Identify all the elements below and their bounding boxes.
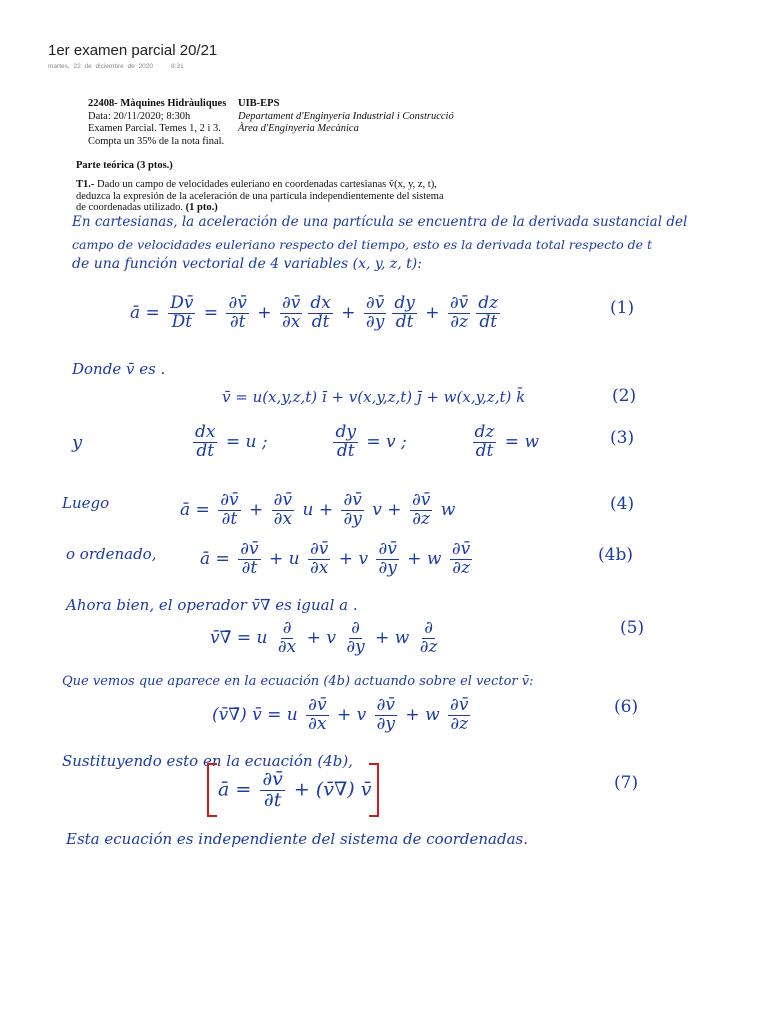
eq4b-number: (4b): [598, 545, 633, 565]
question-points: (1 pto.): [185, 202, 218, 213]
exam-weight: Compta un 35% de la nota final.: [88, 135, 225, 147]
exam-date: Data: 20/11/2020; 8:30h: [88, 110, 191, 122]
note-meta: [48, 63, 184, 70]
equation-4: ā = $\frac{\partial v̄}{\partial t}$ + $\frac{\partial v̄}{\partial x}$ u + $\frac{\partial v̄}{\partial y}$ v + $\frac{\partial v̄}{\partial z}$ w: [180, 490, 456, 529]
eq3-number: (3): [610, 428, 635, 448]
eq1-number: (1): [610, 298, 635, 318]
eq4-number: (4): [610, 494, 635, 514]
hw-y: y: [72, 432, 83, 453]
hw-ahora: Ahora bien, el operador v̄∇̄ es igual a .: [66, 596, 358, 614]
department: Departament d'Enginyeria Industrial i Construcció: [238, 110, 454, 122]
equation-5: v̄∇̄ = u $\frac{\partial}{\partial x}$ + v $\frac{\partial}{\partial y}$ + w $\frac{\partial}{\partial z}$: [210, 618, 438, 657]
exam-header-right: [238, 98, 454, 136]
eq6-number: (6): [614, 697, 639, 717]
hw-line-3: de una función vectorial de 4 variables (x, y, z, t):: [72, 256, 422, 272]
school-name: UIB-EPS: [238, 98, 280, 109]
eq7-number: (7): [614, 773, 639, 793]
equation-2: v̄ = u(x,y,z,t) ī + v(x,y,z,t) j̄ + w(x,y,z,t) k̄: [222, 388, 526, 406]
hw-que-vemos: Que vemos que aparece en la ecuación (4b) actuando sobre el vector v̄:: [62, 674, 534, 689]
section-title: Parte teórica (3 ptos.): [76, 160, 173, 171]
hw-esta-ecuacion: Esta ecuación es independiente del sistema de coordenadas.: [66, 830, 529, 848]
equation-1: ā = $\frac{Dv̄}{Dt}$ = $\frac{\partial v̄}{\partial t}$ + $\frac{\partial v̄}{\partial x}$ $\frac{dx}{dt}$ + $\frac{\partial v̄}{\partial y}$ $\frac{dy}{dt}$ + $\frac{\partial v̄}{\partial z}$ $\frac{dz}{dt}$: [130, 293, 499, 332]
equation-4b: ā = $\frac{\partial v̄}{\partial t}$ + u $\frac{\partial v̄}{\partial x}$ + v $\frac{\partial v̄}{\partial y}$ + w $\frac{\partial v̄}{\partial z}$: [200, 539, 471, 578]
eq2-number: (2): [612, 386, 637, 406]
area: Àrea d'Enginyeria Mecànica: [238, 123, 359, 134]
question-text: [76, 179, 446, 214]
exam-header-left: [88, 98, 226, 148]
note-date: martes, 22 de diciembre de 2020: [48, 63, 154, 70]
hw-o-ordenado: o ordenado,: [66, 545, 157, 563]
question-label: T1.-: [76, 179, 95, 190]
equation-6: (v̄∇̄) v̄ = u $\frac{\partial v̄}{\partial x}$ + v $\frac{\partial v̄}{\partial y}$ + w $\frac{\partial v̄}{\partial z}$: [212, 695, 469, 734]
equation-3: $\frac{dx}{dt}$ = u ; $\frac{dy}{dt}$ = v ; $\frac{dz}{dt}$ = w: [195, 422, 539, 461]
question-body: Dado un campo de velocidades euleriano en coordenadas cartesianas v̄(x, y, z, t), deduzca la expresión de la aceleración de una partícula independientemente del sistema de coordenadas utilizado.: [76, 179, 444, 213]
note-title: 1er examen parcial 20/21: [48, 42, 218, 59]
hw-donde: Donde v̄ es .: [72, 360, 166, 378]
hw-line-2: campo de velocidades euleriano respecto del tiempo, esto es la derivada total respecto de t: [72, 237, 653, 252]
hw-sustituyendo: Sustituyendo esto en la ecuación (4b),: [62, 752, 353, 770]
hw-line-1: En cartesianas, la aceleración de una partícula se encuentra de la derivada sustancial del: [72, 214, 688, 230]
equation-7: ā = $\frac{\partial v̄}{\partial t}$ + (v̄∇̄) v̄: [218, 768, 372, 811]
exam-topics: Examen Parcial. Temes 1, 2 i 3.: [88, 123, 221, 134]
course-title: 22408- Màquines Hidràuliques: [88, 98, 227, 109]
eq5-number: (5): [620, 618, 645, 638]
note-time: 8:31: [171, 63, 184, 70]
hw-luego: Luego: [62, 494, 110, 512]
